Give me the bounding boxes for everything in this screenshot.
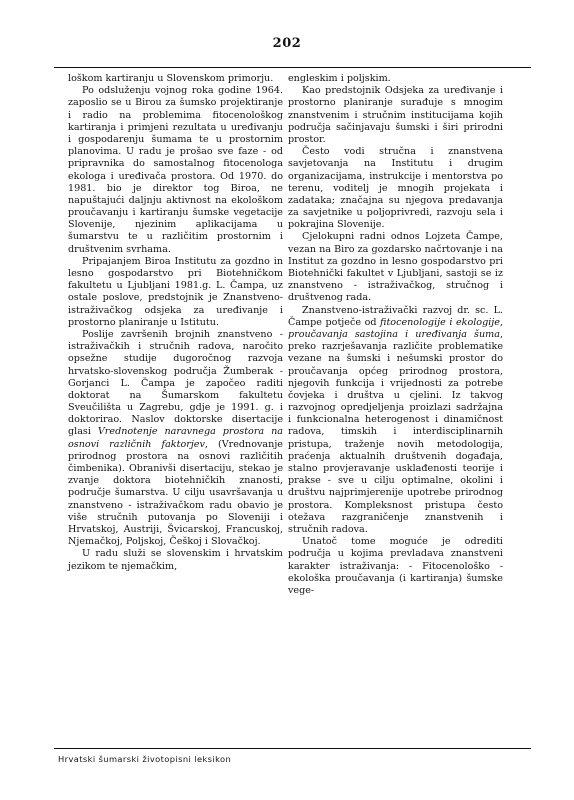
- paragraph: Kao predstojnik Odsjeka za uređivanje i prostorno planiranje surađuje s mnogim znanstvenim i stručnim institucijama kojih područja sačinjavaju šumski i širi prirodni prostor.: [288, 85, 503, 145]
- header-rule: [54, 67, 531, 68]
- paragraph: Unatoč tome moguće je odrediti područja u kojima prevladava znanstveni karakter istraživanja: - Fitocenološko - ekološka proučavanja (i kartiranja) šumske vege-: [288, 536, 503, 596]
- footer-rule: [54, 748, 531, 749]
- paragraph: Po odsluženju vojnog roka godine 1964. zaposlio se u Birou za šumsko projektiranje i radio na problemima fitocenološkog kartiranja i primjeni rezultata u uređivanju i gospodarenju šumama te u prostornim planovima. U radu je prošao sve faze - od pripravnika do samostalnog fitocenologa ekologa i uređivača prostora. Od 1970. do 1981. bio je direktor tog Biroa, ne napuštajući daljnju aktivnost na ekološkom proučavanju i kartiranju šumske vegetacije Slovenije, njezinim aplikacijama u šumarstvu te u različitim prostornim i društvenim svrhama.: [68, 85, 283, 255]
- paragraph: [68, 329, 283, 548]
- paragraph: Pripajanjem Biroa Institutu za gozdno in lesno gospodarstvo pri Biotehničkom fakultetu u Ljubljani 1981.g. L. Čampa, uz ostale poslove, predstojnik je Znanstveno-istraživačkog odsjeka za uređivanje i prostorno planiranje u Istitutu.: [68, 255, 283, 328]
- paragraph: engleskim i poljskim.: [288, 73, 391, 84]
- research-fields: fitocenologije i ekologije, proučavanja sastojina i uređivanja šuma: [288, 316, 503, 340]
- paragraph-text: Znanstveno-istraživački razvoj dr. sc. L. Čampe potječe od: [288, 304, 503, 328]
- paragraph: U radu služi se slovenskim i hrvatskim jezikom te njemačkim,: [68, 548, 283, 572]
- page-number: 202: [272, 36, 302, 51]
- paragraph-text: , preko razrješavanja različite problematike vezane na šumski i nešumski prostor do proučavanja općeg prirodnog prostora, njegovih funkcija i vrijednosti za potrebe čovjeka i društva u cjelini. Iz takvog razvojnog opredjeljenja proizlazi sadržajna i funkcionalna heterogenost i dinamičnost radova, timskih i interdisciplinarnih pristupa, traženje novih metodologija, praćenja aktualnih društvenih događaja, stalno provjeravanje usklađenosti teorije i prakse - sve u cilju optimalne, okolini i društvu najprimjerenije upotrebe prirodnog prostora. Kompleksnost pristupa često otežava razgraničenje znanstvenih i stručnih radova.: [288, 328, 503, 535]
- paragraph-text: , (Vrednovanje prirodnog prostora na osnovi različitih čimbenika). Obranivši disertaciju, stekao je zvanje doktora biotehničkih znanosti, područje šumarstva. U cilju usavršavanja u znanstveno - istraživačkom radu obavio je više stručnih putovanja po Sloveniji i Hrvatskoj, Austriji, Švicarskoj, Francuskoj, Njemačkoj, Poljskoj, Češkoj i Slovačkoj.: [68, 438, 283, 548]
- paragraph: Često vodi stručna i znanstvena savjetovanja na Institutu i drugim organizacijama, instrukcije i mentorstva po terenu, voditelj je mnogih projekata i zadataka; značajna su njegova predavanja za savjetnike u poljoprivredi, razvoju sela i pokrajina Slovenije.: [288, 146, 503, 231]
- footer-title: Hrvatski šumarski životopisni leksikon: [58, 754, 232, 764]
- paragraph: Cjelokupni radni odnos Lojzeta Čampe, vezan na Biro za gozdarsko načrtovanje i na Institut za gozdno in lesno gospodarstvo pri Biotehnički fakultet v Ljubljani, sastoji se iz znanstveno - istraživačkog, stručnog i društvenog rada.: [288, 231, 503, 304]
- paragraph-text: Poslije završenih brojnih znanstveno - istraživačkih i stručnih radova, naročito opsežne studije dugoročnog razvoja hrvatsko-slovenskog područja Žumberak - Gorjanci L. Čampa je započeo raditi doktorat na Šumarskom fakultetu Sveučilišta u Zagrebu, gdje je 1991. g. i doktorirao. Naslov doktorske disertacije glasi: [68, 328, 283, 438]
- paragraph: loškom kartiranju u Slovenskom primorju.: [68, 73, 274, 84]
- left-column: [68, 73, 283, 573]
- right-column: [288, 73, 503, 597]
- dissertation-title: Vrednotenje naravnega prostora na osnovi različnih faktorjev: [68, 426, 283, 450]
- paragraph: [288, 305, 503, 537]
